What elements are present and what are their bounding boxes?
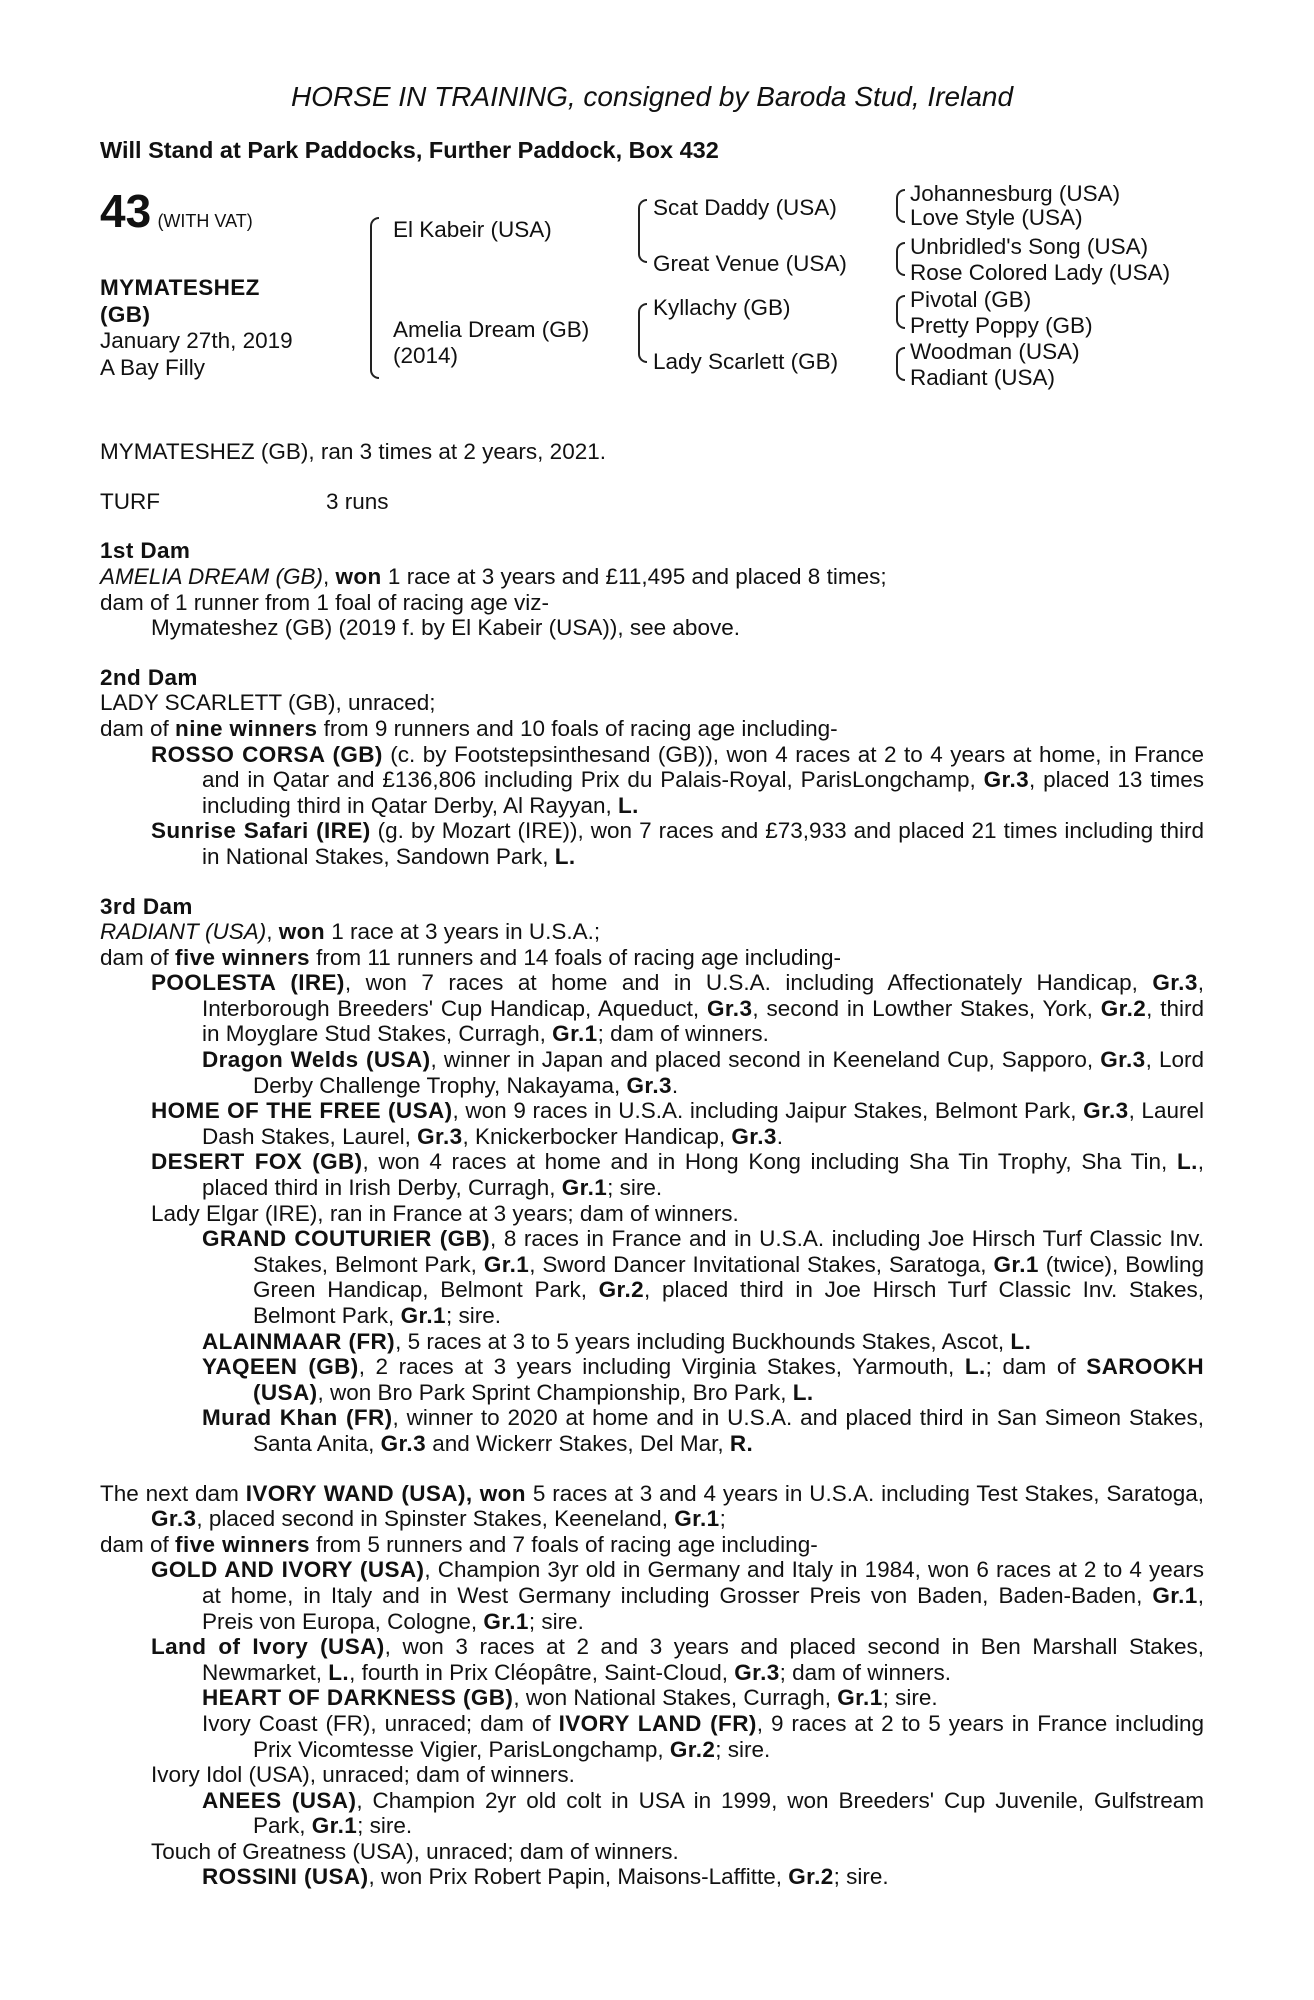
pedigree-bracket	[896, 189, 905, 223]
text-run: ROSSO CORSA (GB)	[151, 741, 383, 767]
pedigree-dam-year: (2014)	[393, 343, 459, 369]
text-run: Gr.1	[552, 1021, 598, 1047]
text-run: 5 races at 3 and 4 years in U.S.A. including Test Stakes, Saratoga,	[525, 1480, 1204, 1506]
text-run: ; sire.	[607, 1175, 663, 1201]
pedigree-bracket	[896, 242, 905, 276]
text-run: (twice), Bowling Green Handicap, Belmont Park,	[253, 1251, 1204, 1303]
text-run: , Lord Derby Challenge Trophy, Nakayama,	[253, 1047, 1204, 1098]
text-run: L.	[554, 843, 576, 869]
produce-entry	[202, 1711, 1204, 1762]
text-run: , won 7 races at home and in U.S.A. including Affectionately Handicap,	[344, 970, 1153, 996]
third-dam-heading: 3rd Dam	[100, 893, 193, 919]
horse-name: MYMATESHEZ	[100, 275, 260, 301]
second-dam-heading: 2nd Dam	[100, 664, 198, 690]
text-run: , Laurel Dash Stakes, Laurel,	[202, 1098, 1204, 1149]
pedigree-dam-sire: Kyllachy (GB)	[653, 295, 791, 321]
text-run: , placed second in Spinster Stakes, Keeneland,	[196, 1506, 675, 1532]
text-run: , won 9 races in U.S.A. including Jaipur Stakes, Belmont Park,	[452, 1098, 1084, 1124]
text-run: GOLD AND IVORY (USA)	[151, 1557, 425, 1583]
text-run: .	[776, 1123, 784, 1149]
text-run: Gr.1	[561, 1175, 608, 1201]
produce-entry	[151, 742, 1204, 819]
first-dam-entry: Mymateshez (GB) (2019 f. by El Kabeir (USA)), see above.	[151, 615, 740, 641]
text-run: L.	[1176, 1149, 1198, 1175]
text-run: , Preis von Europa, Cologne,	[202, 1582, 1204, 1634]
lot-number-block	[100, 185, 253, 238]
pedigree-bracket	[896, 295, 905, 329]
produce-entry	[151, 818, 1204, 869]
text-run: Sunrise Safari (IRE)	[151, 818, 371, 844]
text-run: , won Prix Robert Papin, Maisons-Laffitte,	[368, 1864, 789, 1890]
text-run: (c. by Footstepsinthesand (GB)), won 4 races at 2 to 4 years at home, in France and in Qatar and £136,806 including Prix du Palais-Royal, ParisLongchamp,	[202, 741, 1204, 793]
produce-entry: Lady Elgar (IRE), ran in France at 3 years; dam of winners.	[151, 1200, 739, 1226]
surface-label: TURF	[100, 488, 160, 514]
text-run: The next dam	[100, 1480, 246, 1506]
produce-entry	[151, 1634, 1204, 1685]
produce-entry	[151, 1557, 1204, 1634]
runs-count: 3 runs	[326, 488, 389, 514]
text-run: , placed 13 times including third in Qatar Derby, Al Rayyan,	[202, 767, 1204, 818]
text-run: , 8 races in France and in U.S.A. including Joe Hirsch Turf Classic Inv. Stakes, Belmont Park,	[253, 1226, 1205, 1277]
text-run: Ivory Coast (FR), unraced; dam of	[202, 1710, 559, 1736]
pedigree-ddd: Radiant (USA)	[910, 365, 1056, 391]
horse-dob: January 27th, 2019	[100, 328, 293, 354]
text-run: L.	[328, 1659, 350, 1685]
page-title: HORSE IN TRAINING, consigned by Baroda Stud, Ireland	[290, 81, 1014, 112]
pedigree-dam: Amelia Dream (GB)	[393, 317, 590, 343]
horse-details	[100, 275, 300, 381]
text-run: , third in Moyglare Stud Stakes, Curragh,	[202, 995, 1204, 1047]
pedigree-sire-sire: Scat Daddy (USA)	[653, 195, 837, 221]
text-run: Gr.3	[706, 995, 753, 1021]
text-run: Gr.3	[1083, 1098, 1129, 1124]
text-run: , winner in Japan and placed second in Keeneland Cup, Sapporo,	[430, 1047, 1101, 1073]
pedigree-bracket	[896, 347, 905, 381]
text-run: from 5 runners and 7 foals of racing age including-	[309, 1531, 818, 1557]
first-dam-produce: dam of 1 runner from 1 foal of racing age viz-	[100, 589, 549, 615]
text-run: , won 3 races at 2 and 3 years and placed second in Ben Marshall Stakes, Newmarket,	[202, 1634, 1204, 1685]
text-run: ; sire.	[882, 1685, 938, 1711]
produce-entry	[202, 1788, 1204, 1839]
race-summary: MYMATESHEZ (GB), ran 3 times at 2 years, 2021.	[100, 439, 606, 465]
produce-entry	[202, 1405, 1204, 1456]
text-run: GRAND COUTURIER (GB)	[202, 1226, 491, 1252]
text-run: Gr.3	[151, 1506, 197, 1532]
text-run: Gr.3	[626, 1072, 672, 1098]
text-run: , fourth in Prix Cléopâtre, Saint-Cloud,	[349, 1659, 735, 1685]
text-run: Gr.3	[983, 767, 1030, 793]
text-run: ; dam of winners.	[597, 1021, 769, 1047]
text-run: ; sire.	[445, 1303, 501, 1328]
text-run: Gr.1	[1152, 1582, 1198, 1608]
text-run: Land of Ivory (USA)	[151, 1634, 385, 1660]
pedigree-bracket	[370, 217, 379, 379]
pedigree-dds: Woodman (USA)	[910, 339, 1080, 365]
pedigree-dam-dam: Lady Scarlett (GB)	[653, 349, 839, 375]
text-run: Murad Khan (FR)	[202, 1405, 393, 1431]
text-run: and Wickerr Stakes, Del Mar,	[426, 1430, 730, 1456]
produce-entry	[151, 1098, 1204, 1149]
text-run: ; dam of winners.	[779, 1659, 951, 1685]
text-run: IVORY LAND (FR)	[558, 1710, 757, 1736]
text-run: , Interborough Breeders' Cup Handicap, Aqueduct,	[202, 970, 1205, 1021]
horse-country: (GB)	[100, 301, 151, 327]
produce-entry: Ivory Idol (USA), unraced; dam of winners.	[151, 1762, 575, 1788]
text-run: Gr.3	[734, 1659, 780, 1685]
horse-desc: A Bay Filly	[100, 354, 206, 380]
text-run: SAROOKH (USA)	[253, 1354, 1204, 1405]
text-run: .	[671, 1072, 679, 1098]
produce-entry	[151, 1149, 1204, 1200]
pedigree-sire: El Kabeir (USA)	[393, 217, 552, 243]
text-run: Gr.1	[993, 1251, 1039, 1277]
pedigree-ssd: Love Style (USA)	[910, 205, 1083, 231]
text-run: , won Bro Park Sprint Championship, Bro Park,	[317, 1379, 793, 1405]
text-run: , won National Stakes, Curragh,	[513, 1685, 838, 1711]
text-run: YAQEEN (GB)	[202, 1354, 359, 1380]
text-run: ANEES (USA)	[202, 1787, 357, 1813]
pedigree-block	[100, 181, 1204, 425]
text-run: , Champion 3yr old in Germany and Italy in 1984, won 6 races at 2 to 4 years at home, in Italy and in West Germany including Grosser Preis von Baden, Baden-Baden,	[202, 1557, 1204, 1608]
text-run: , second in Lowther Stakes, York,	[752, 995, 1101, 1021]
text-run: dam of	[100, 944, 176, 970]
produce-entry	[202, 1329, 1204, 1355]
text-run: ;	[719, 1506, 726, 1532]
text-run: L.	[964, 1354, 986, 1380]
text-run: , placed third in Irish Derby, Curragh,	[202, 1149, 1204, 1201]
text-run: won	[335, 563, 382, 589]
produce-entry: Touch of Greatness (USA), unraced; dam of winners.	[151, 1838, 679, 1864]
text-run: Dragon Welds (USA)	[202, 1047, 431, 1073]
text-run: Gr.2	[1100, 995, 1147, 1021]
text-run: five winners	[175, 944, 310, 970]
text-run: ROSSINI (USA)	[202, 1864, 369, 1890]
produce-entry	[202, 1864, 1204, 1890]
text-run: Gr.3	[731, 1123, 777, 1149]
venue-line: Will Stand at Park Paddocks, Further Paddock, Box 432	[100, 136, 719, 163]
text-run: ; sire.	[357, 1813, 413, 1839]
second-dam-line: LADY SCARLETT (GB), unraced;	[100, 690, 436, 716]
text-run: , placed third in Joe Hirsch Turf Classic Inv. Stakes, Belmont Park,	[253, 1277, 1204, 1328]
text-run: ; sire.	[833, 1864, 889, 1890]
text-run: Gr.1	[483, 1608, 529, 1634]
text-run: Gr.3	[380, 1430, 426, 1456]
text-run: RADIANT (USA)	[100, 919, 267, 945]
pedigree-sds: Unbridled's Song (USA)	[910, 234, 1149, 260]
produce-entry	[202, 1047, 1204, 1098]
pedigree-dss: Pivotal (GB)	[910, 287, 1032, 313]
pedigree-sire-dam: Great Venue (USA)	[653, 251, 847, 277]
produce-entry	[202, 1226, 1204, 1328]
text-run: from 11 runners and 14 foals of racing age including-	[309, 944, 842, 970]
text-run: AMELIA DREAM (GB)	[100, 563, 323, 589]
text-run: R.	[729, 1430, 754, 1456]
first-dam-heading: 1st Dam	[100, 538, 191, 564]
text-run: Gr.1	[400, 1303, 446, 1328]
text-run: ; sire.	[715, 1736, 771, 1762]
text-run: ALAINMAAR (FR)	[202, 1328, 396, 1354]
second-dam-produce	[100, 716, 1204, 742]
text-run: , Knickerbocker Handicap,	[462, 1123, 732, 1149]
text-run: , Sword Dancer Invitational Stakes, Saratoga,	[529, 1251, 994, 1277]
text-run: L.	[1010, 1328, 1032, 1354]
first-dam-line: AMELIA DREAM (GB), won 1 race at 3 years and £11,495 and placed 8 times;	[100, 563, 887, 589]
pedigree-bracket	[638, 199, 647, 263]
text-run: dam of	[100, 715, 176, 741]
text-run: 1 race at 3 years and £11,495 and placed 8 times;	[381, 563, 887, 589]
text-run: ; sire.	[528, 1608, 584, 1634]
pedigree-dsd: Pretty Poppy (GB)	[910, 313, 1093, 339]
text-run: L.	[618, 792, 639, 818]
text-run: Gr.1	[837, 1685, 883, 1711]
text-run: Gr.1	[311, 1813, 358, 1839]
text-run: , winner to 2020 at home and in U.S.A. and placed third in San Simeon Stakes, Santa Anita,	[253, 1405, 1204, 1456]
surface-runs	[100, 489, 1204, 515]
produce-entry	[202, 1354, 1204, 1405]
text-run: won	[278, 919, 325, 945]
text-run: (g. by Mozart (IRE)), won 7 races and £73,933 and placed 21 times including third in National Stakes, Sandown Park,	[202, 818, 1204, 869]
text-run: DESERT FOX (GB)	[151, 1149, 363, 1175]
text-run: HOME OF THE FREE (USA)	[151, 1098, 453, 1124]
text-run: , Champion 2yr old colt in USA in 1999, won Breeders' Cup Juvenile, Gulfstream Park,	[253, 1787, 1204, 1839]
text-run: Gr.3	[417, 1123, 463, 1149]
next-dam-produce	[100, 1532, 1204, 1558]
produce-entry	[151, 970, 1204, 1047]
pedigree-bracket	[638, 303, 647, 363]
third-dam-produce	[100, 945, 1204, 971]
next-dam-line	[100, 1481, 1204, 1532]
text-run: Gr.2	[598, 1277, 645, 1303]
text-run: dam of	[100, 1531, 176, 1557]
text-run: HEART OF DARKNESS (GB)	[202, 1685, 514, 1711]
text-run: Gr.2	[669, 1736, 716, 1762]
text-run: Gr.3	[1100, 1047, 1146, 1073]
text-run: , 5 races at 3 to 5 years including Buckhounds Stakes, Ascot,	[395, 1328, 1011, 1354]
pedigree-sss: Johannesburg (USA)	[910, 181, 1121, 207]
text-run: POOLESTA (IRE)	[151, 970, 345, 996]
lot-number: 43	[100, 185, 152, 238]
text-run: Gr.2	[788, 1864, 834, 1890]
text-run: five winners	[175, 1531, 310, 1557]
text-run: L.	[792, 1379, 814, 1405]
text-run: IVORY WAND (USA)	[245, 1480, 466, 1506]
catalogue-page	[100, 80, 1204, 1890]
text-run: ; dam of	[985, 1354, 1087, 1380]
text-run: Gr.1	[674, 1506, 720, 1532]
text-run: , 2 races at 3 years including Virginia Stakes, Yarmouth,	[358, 1354, 965, 1380]
text-run: Gr.3	[1152, 970, 1198, 996]
text-run: nine winners	[175, 715, 318, 741]
text-run: 1 race at 3 years in U.S.A.;	[324, 919, 601, 945]
text-run: , won 4 races at home and in Hong Kong including Sha Tin Trophy, Sha Tin,	[362, 1149, 1177, 1175]
text-run: from 9 runners and 10 foals of racing age including-	[317, 715, 838, 741]
text-run: , 9 races at 2 to 5 years in France including Prix Vicomtesse Vigier, ParisLongchamp,	[253, 1710, 1204, 1762]
text-run: , won	[465, 1480, 526, 1506]
text-run: Gr.1	[483, 1251, 530, 1277]
vat-label: (WITH VAT)	[157, 211, 253, 232]
third-dam-line: RADIANT (USA), won 1 race at 3 years in U.S.A.;	[100, 919, 601, 945]
produce-entry	[202, 1685, 1204, 1711]
pedigree-sdd: Rose Colored Lady (USA)	[910, 260, 1171, 286]
